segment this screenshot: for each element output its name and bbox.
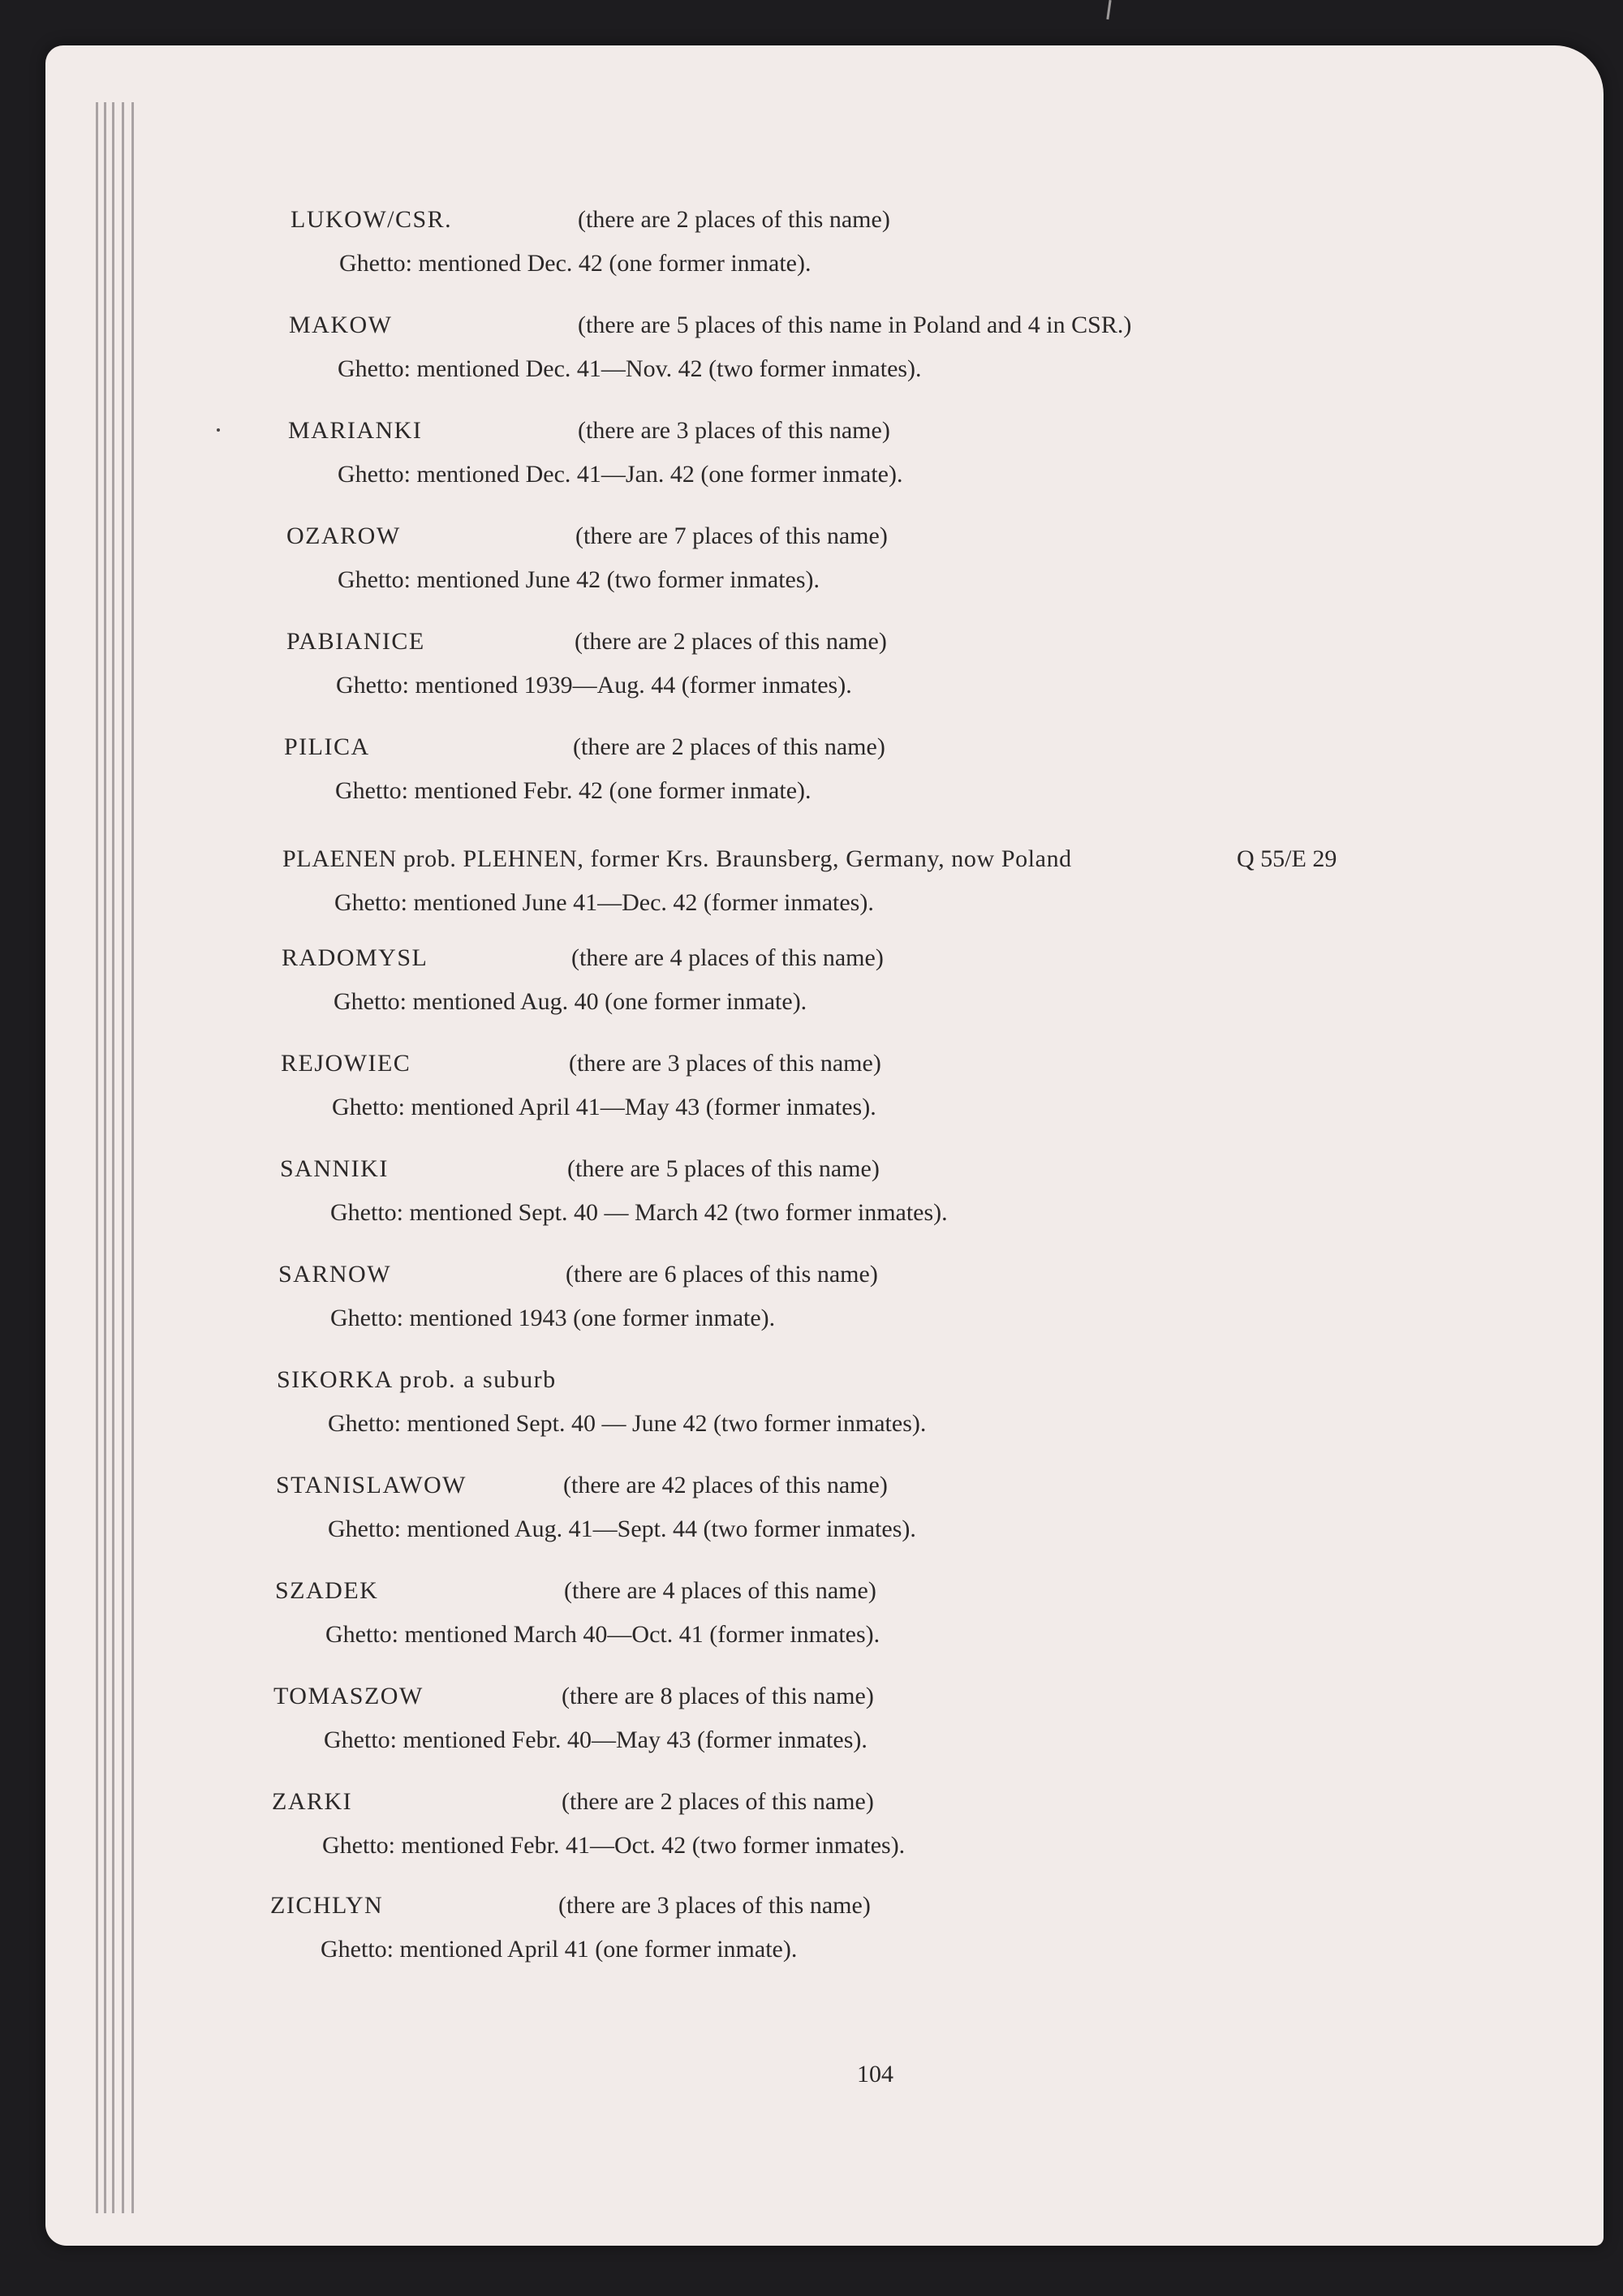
page-number: 104 xyxy=(857,2061,893,2087)
place-name: MAKOW xyxy=(289,312,393,338)
ghetto-line: Ghetto: mentioned Dec. 41—Jan. 42 (one former inmate). xyxy=(338,461,903,488)
margin-dot xyxy=(217,428,220,432)
place-name: RADOMYSL xyxy=(282,944,428,971)
ghetto-line: Ghetto: mentioned June 42 (two former inmates). xyxy=(338,566,820,593)
place-name: LUKOW/CSR. xyxy=(291,206,453,233)
page-edge xyxy=(104,102,106,2213)
place-note: (there are 2 places of this name) xyxy=(578,206,890,233)
scan-mark xyxy=(1106,0,1111,19)
place-name: SARNOW xyxy=(278,1261,392,1288)
page-edge xyxy=(112,102,114,2213)
place-note: (there are 5 places of this name in Poland and 4 in CSR.) xyxy=(578,312,1132,338)
place-name: PLAENEN prob. PLEHNEN, former Krs. Braunsberg, Germany, now Poland xyxy=(282,845,1072,872)
place-name: OZAROW xyxy=(286,522,401,549)
place-name: STANISLAWOW xyxy=(276,1472,467,1498)
ghetto-line: Ghetto: mentioned June 41—Dec. 42 (former inmates). xyxy=(334,889,874,916)
place-name: PILICA xyxy=(284,733,370,760)
place-note: (there are 3 places of this name) xyxy=(558,1892,871,1919)
place-name: SIKORKA prob. a suburb xyxy=(277,1366,557,1393)
place-name: REJOWIEC xyxy=(281,1050,411,1077)
ghetto-line: Ghetto: mentioned Aug. 40 (one former inmate). xyxy=(334,988,807,1015)
place-name: SANNIKI xyxy=(280,1155,389,1182)
ghetto-line: Ghetto: mentioned Sept. 40 — June 42 (two former inmates). xyxy=(328,1410,927,1437)
place-note: (there are 3 places of this name) xyxy=(569,1050,881,1077)
place-note: (there are 6 places of this name) xyxy=(566,1261,878,1288)
place-name: ZICHLYN xyxy=(270,1892,384,1919)
place-note: (there are 3 places of this name) xyxy=(578,417,890,444)
place-name: SZADEK xyxy=(275,1577,379,1604)
ghetto-line: Ghetto: mentioned March 40—Oct. 41 (former inmates). xyxy=(325,1621,880,1648)
place-name: ZARKI xyxy=(272,1788,353,1815)
place-name: PABIANICE xyxy=(286,628,425,655)
ghetto-line: Ghetto: mentioned Aug. 41—Sept. 44 (two former inmates). xyxy=(328,1516,916,1542)
ghetto-line: Ghetto: mentioned Febr. 41—Oct. 42 (two former inmates). xyxy=(322,1832,906,1859)
place-name: MARIANKI xyxy=(288,417,423,444)
place-note: (there are 5 places of this name) xyxy=(567,1155,880,1182)
place-reference: Q 55/E 29 xyxy=(1237,845,1337,872)
place-note: (there are 2 places of this name) xyxy=(562,1788,874,1815)
place-note: (there are 4 places of this name) xyxy=(564,1577,876,1604)
place-note: (there are 42 places of this name) xyxy=(563,1472,888,1498)
ghetto-line: Ghetto: mentioned Febr. 40—May 43 (former inmates). xyxy=(324,1726,867,1753)
ghetto-line: Ghetto: mentioned 1943 (one former inmate). xyxy=(330,1305,776,1331)
page-edge xyxy=(131,102,134,2213)
ghetto-line: Ghetto: mentioned April 41—May 43 (former inmates). xyxy=(332,1094,876,1120)
ghetto-line: Ghetto: mentioned Dec. 42 (one former inmate). xyxy=(339,250,812,277)
place-note: (there are 7 places of this name) xyxy=(575,522,888,549)
ghetto-line: Ghetto: mentioned Dec. 41—Nov. 42 (two former inmates). xyxy=(338,355,922,382)
ghetto-line: Ghetto: mentioned 1939—Aug. 44 (former inmates). xyxy=(336,672,852,699)
page-edge xyxy=(96,102,98,2213)
place-note: (there are 2 places of this name) xyxy=(575,628,887,655)
ghetto-line: Ghetto: mentioned Febr. 42 (one former inmate). xyxy=(335,777,812,804)
page-edge xyxy=(122,102,124,2213)
place-note: (there are 8 places of this name) xyxy=(562,1683,874,1709)
place-note: (there are 4 places of this name) xyxy=(571,944,884,971)
ghetto-line: Ghetto: mentioned April 41 (one former inmate). xyxy=(321,1936,798,1963)
place-note: (there are 2 places of this name) xyxy=(573,733,885,760)
place-name: TOMASZOW xyxy=(273,1683,424,1709)
ghetto-line: Ghetto: mentioned Sept. 40 — March 42 (two former inmates). xyxy=(330,1199,948,1226)
